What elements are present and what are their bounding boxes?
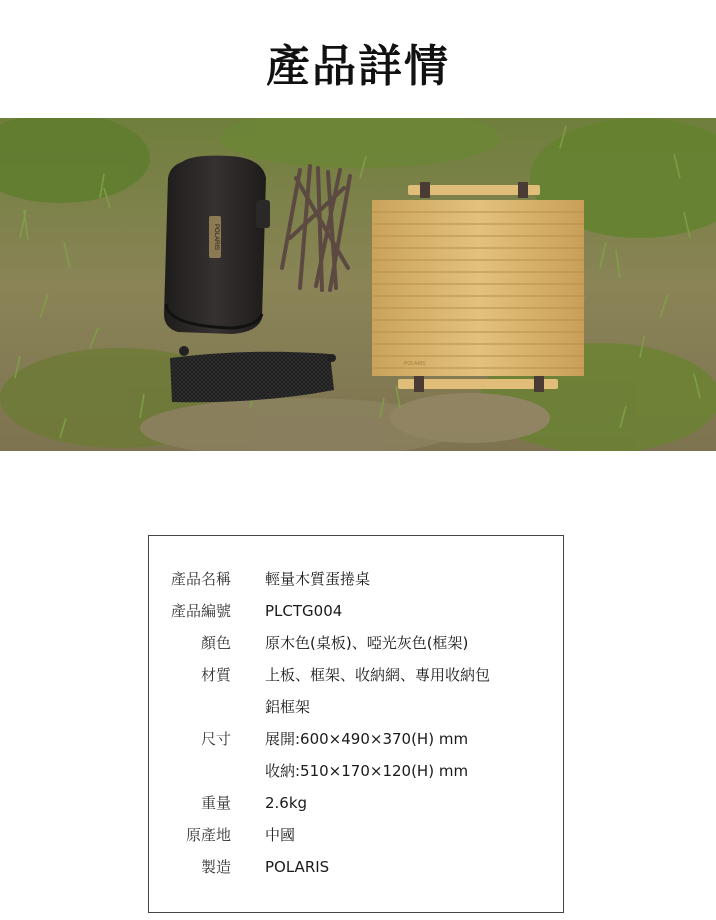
table-logo-text: POLARIS [404, 361, 426, 367]
spec-value: 中國 [265, 826, 296, 844]
spec-label: 重量 [200, 794, 231, 812]
spec-row-origin [149, 823, 565, 847]
spec-label: 材質 [200, 666, 231, 684]
spec-table [148, 535, 564, 913]
spec-value: POLARIS [265, 858, 330, 876]
spec-value: 輕量木質蛋捲桌 [265, 570, 371, 588]
spec-label: 製造 [200, 858, 231, 876]
spec-row-size [149, 727, 565, 751]
spec-value: 收納:510×170×120(H) mm [265, 762, 469, 780]
spec-row-size-folded [149, 759, 565, 783]
spec-row-name [149, 567, 565, 591]
spec-row-color [149, 631, 565, 655]
spec-label: 原產地 [185, 826, 231, 844]
spec-label: 產品編號 [170, 602, 231, 620]
bamboo-tabletop [372, 200, 584, 376]
spec-row-manufacturer [149, 855, 565, 879]
bag-logo-text: POLARIS [213, 223, 219, 251]
spec-row-weight [149, 791, 565, 815]
spec-row-code [149, 599, 565, 623]
spec-value: 鋁框架 [265, 698, 311, 716]
page-title: 產品詳情 [266, 41, 450, 92]
spec-label: 尺寸 [200, 730, 231, 748]
product-photo [0, 118, 716, 451]
spec-label: 產品名稱 [170, 570, 231, 588]
spec-row-material [149, 663, 565, 687]
spec-value: 2.6kg [265, 794, 308, 812]
spec-label: 顏色 [200, 634, 231, 652]
spec-value: 原木色(桌板)、啞光灰色(框架) [265, 634, 469, 652]
spec-row-material-continued [149, 695, 565, 719]
spec-value: PLCTG004 [265, 602, 343, 620]
spec-value: 展開:600×490×370(H) mm [265, 730, 469, 748]
spec-value: 上板、框架、收納網、專用收納包 [265, 666, 491, 684]
carry-bag-illustration [164, 156, 270, 334]
